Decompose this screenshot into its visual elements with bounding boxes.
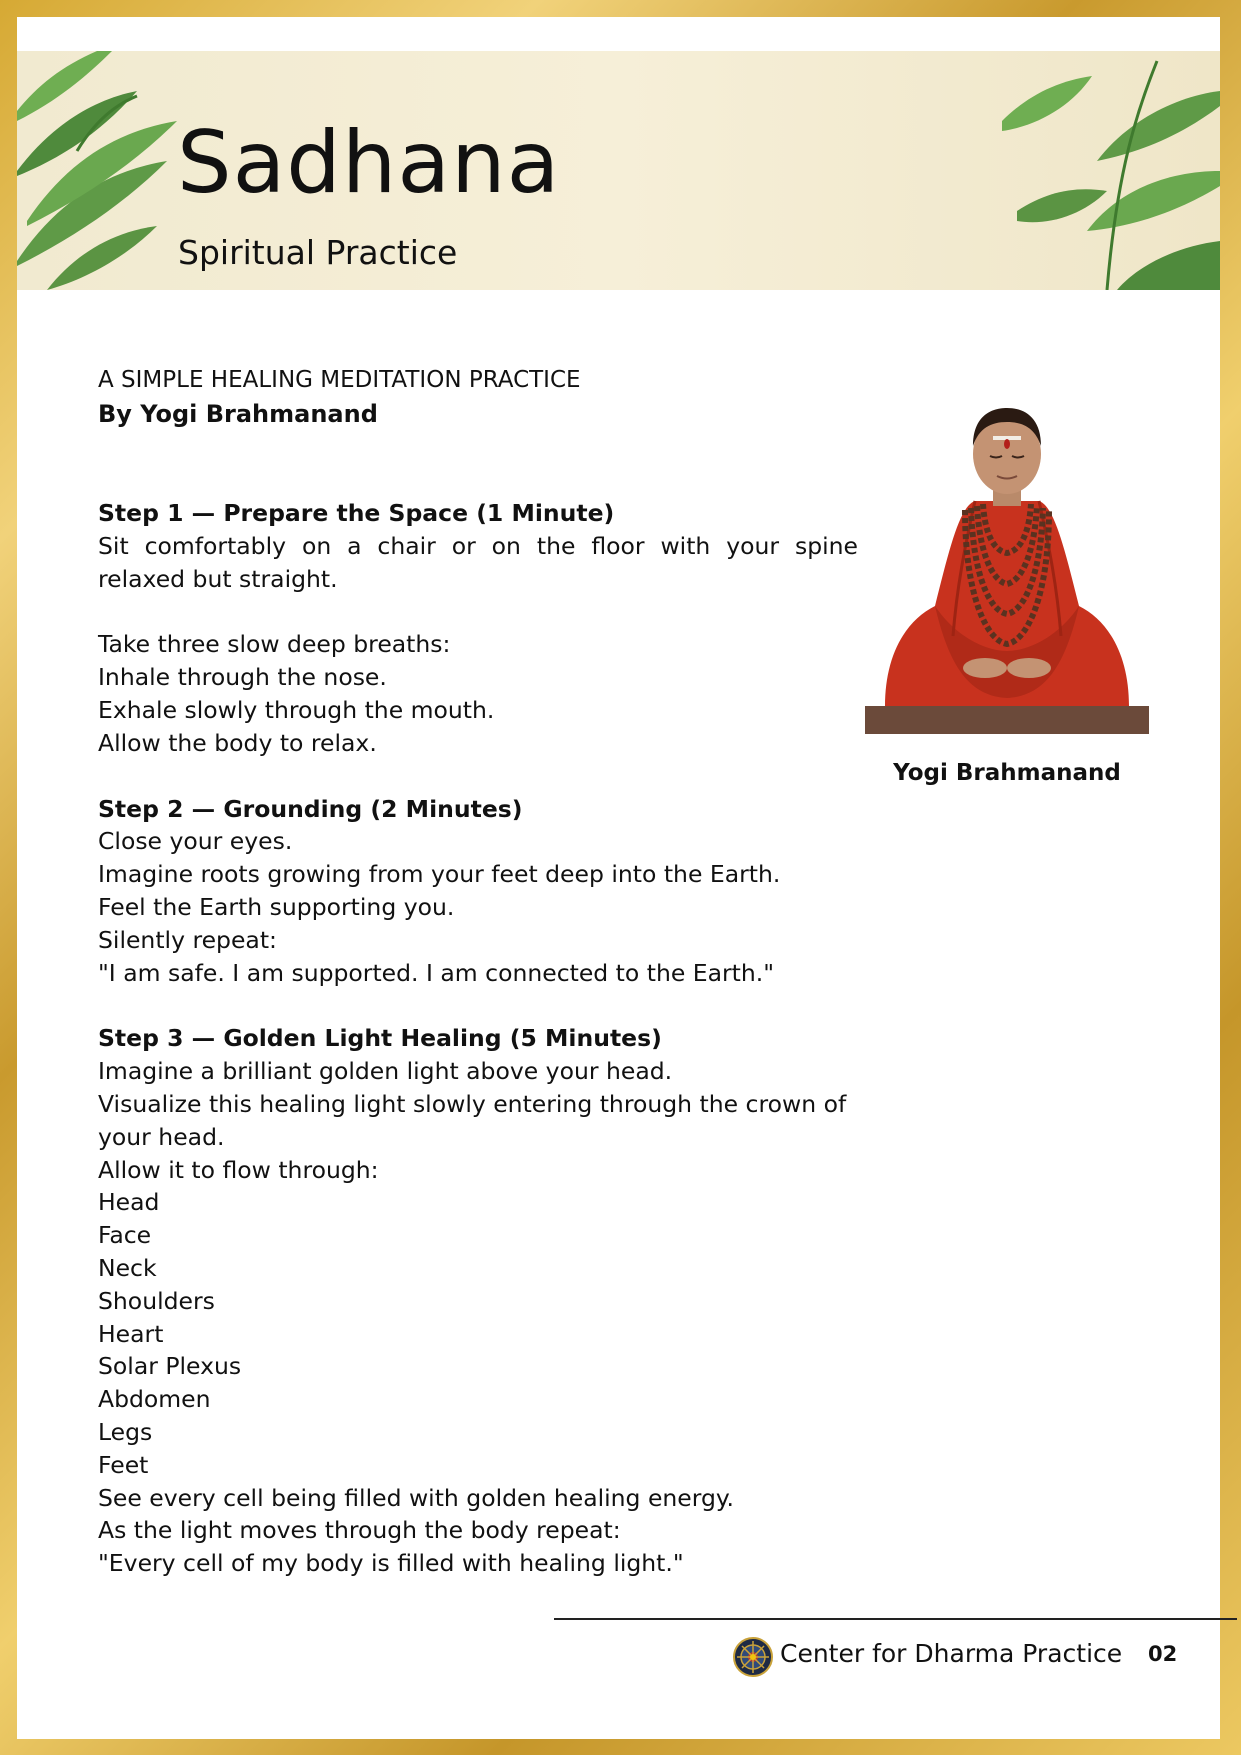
step-line: Close your eyes. bbox=[98, 827, 293, 856]
page-title: Sadhana bbox=[177, 113, 561, 213]
step-line: Imagine roots growing from your feet deep into the Earth. bbox=[98, 860, 781, 889]
dharma-wheel-logo-icon bbox=[733, 1637, 773, 1677]
step-1 bbox=[98, 497, 858, 760]
step-line: See every cell being filled with golden healing energy. bbox=[98, 1483, 734, 1512]
step-2 bbox=[98, 793, 858, 990]
step-line: Heart bbox=[98, 1319, 164, 1348]
step-line: Head bbox=[98, 1188, 160, 1217]
step-line: Feet bbox=[98, 1450, 149, 1479]
page-sheet bbox=[17, 17, 1220, 1739]
step-line: Shoulders bbox=[98, 1286, 215, 1315]
step-line: Imagine a brilliant golden light above your head. bbox=[98, 1057, 673, 1086]
step-line: Allow it to flow through: bbox=[98, 1155, 379, 1184]
step-line: Legs bbox=[98, 1417, 153, 1446]
step-line: Feel the Earth supporting you. bbox=[98, 892, 455, 921]
yogi-portrait bbox=[865, 406, 1149, 734]
step-line: Solar Plexus bbox=[98, 1352, 242, 1381]
step-line: Neck bbox=[98, 1253, 157, 1282]
footer-organization: Center for Dharma Practice bbox=[780, 1639, 1123, 1668]
step-line: As the light moves through the body repeat: bbox=[98, 1516, 621, 1545]
steps-list bbox=[98, 497, 858, 1580]
portrait-caption: Yogi Brahmanand bbox=[893, 760, 1121, 786]
article-eyebrow: A SIMPLE HEALING MEDITATION PRACTICE bbox=[98, 367, 581, 393]
step-line: "I am safe. I am supported. I am connected to the Earth." bbox=[98, 958, 775, 987]
page-subtitle: Spiritual Practice bbox=[178, 233, 458, 272]
step-line: Silently repeat: bbox=[98, 925, 277, 954]
step-intro: Sit comfortably on a chair or on the floor with your spine relaxed but straight. bbox=[98, 531, 858, 593]
step-line: Exhale slowly through the mouth. bbox=[98, 695, 495, 724]
page-number: 02 bbox=[1148, 1642, 1178, 1666]
step-heading: Step 3 — Golden Light Healing (5 Minutes) bbox=[98, 1024, 662, 1053]
article-byline: By Yogi Brahmanand bbox=[98, 400, 378, 428]
step-line: "Every cell of my body is filled with healing light." bbox=[98, 1549, 684, 1578]
meditating-figure-image bbox=[865, 406, 1149, 734]
step-line: Face bbox=[98, 1221, 152, 1250]
step-3 bbox=[98, 1022, 858, 1580]
footer-divider bbox=[554, 1618, 1237, 1620]
step-heading: Step 2 — Grounding (2 Minutes) bbox=[98, 794, 523, 823]
header-banner bbox=[17, 51, 1220, 290]
step-line: Allow the body to relax. bbox=[98, 728, 377, 757]
step-line: Inhale through the nose. bbox=[98, 663, 387, 692]
step-line: Take three slow deep breaths: bbox=[98, 630, 451, 659]
step-heading: Step 1 — Prepare the Space (1 Minute) bbox=[98, 499, 615, 527]
step-line: Visualize this healing light slowly entering through the crown of your head. bbox=[98, 1089, 847, 1151]
step-line: Abdomen bbox=[98, 1385, 211, 1414]
